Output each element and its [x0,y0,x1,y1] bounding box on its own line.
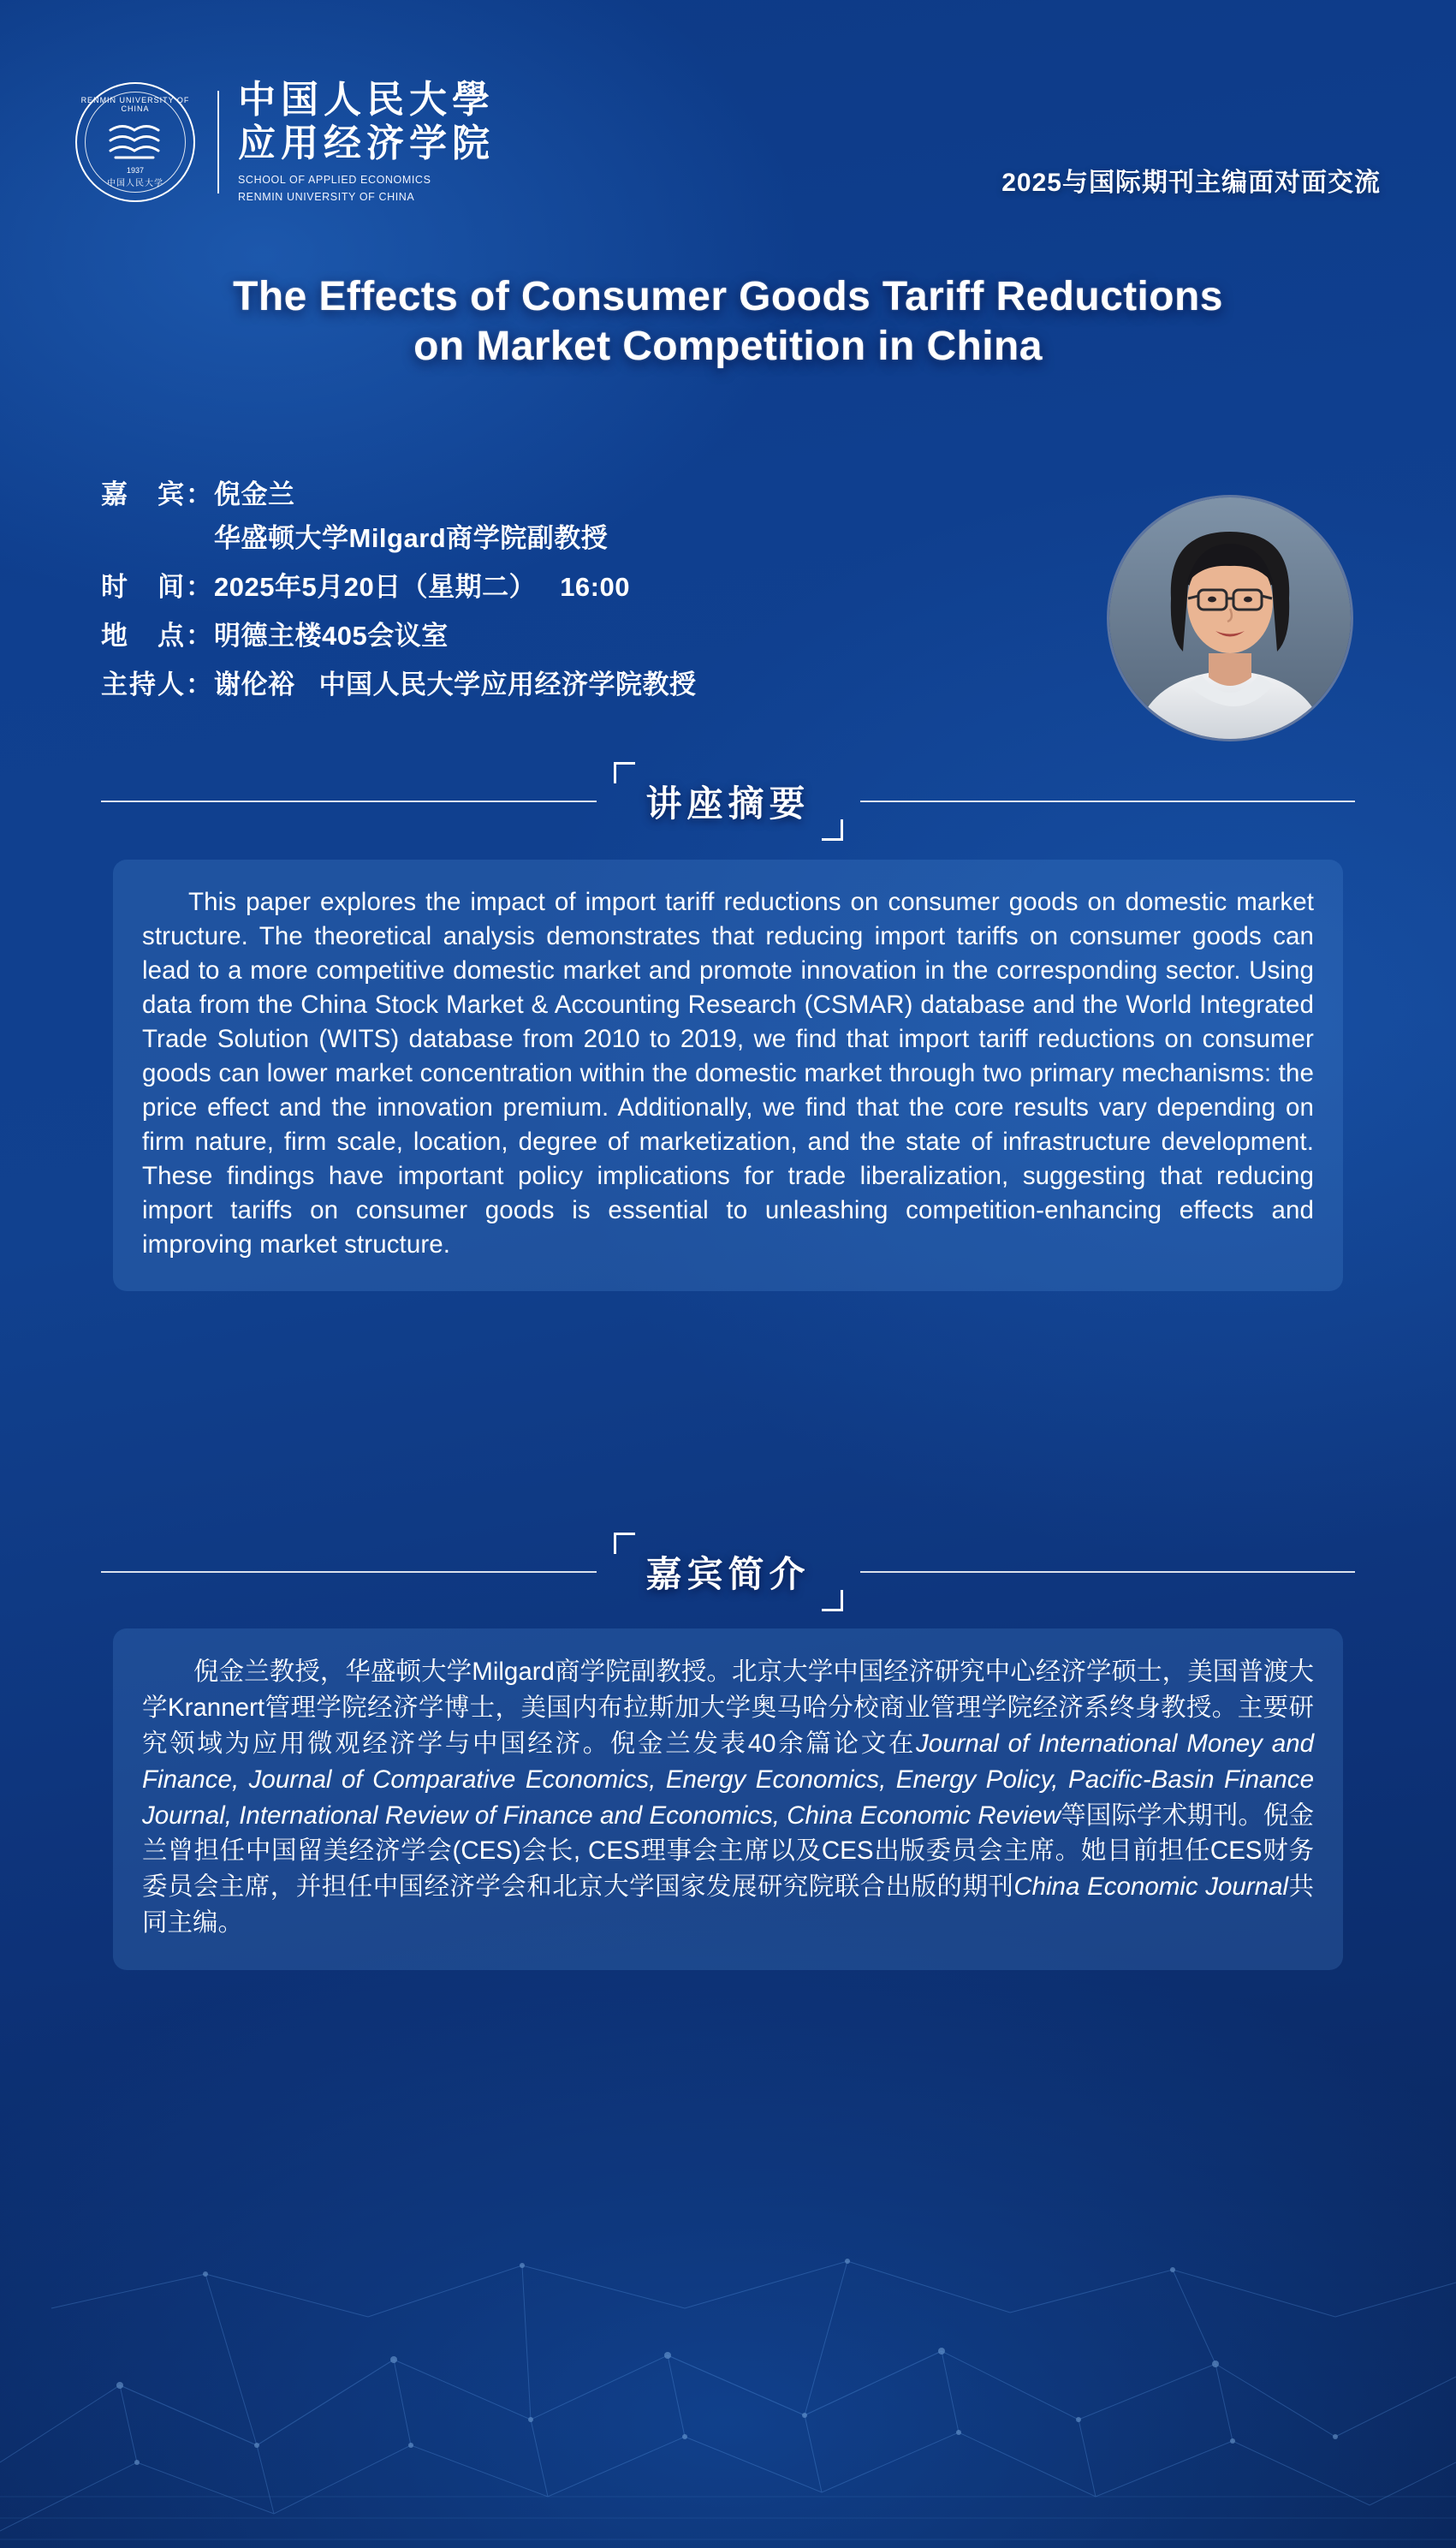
bio-heading-rule-left [101,1571,597,1573]
host-name: 谢伦裕 [214,670,295,700]
abstract-title: 讲座摘要 [645,783,811,824]
abstract-panel [113,860,1343,1291]
guest-affiliation: 华盛顿大学Milgard商学院副教授 [214,523,609,553]
org-name-cn-line2: 应用经济学院 [238,122,495,164]
guest-label: 嘉 宾： [101,479,214,509]
bio-journal-second: China Economic Journal [1013,1872,1289,1902]
page-title [51,272,1405,371]
bio-title-wrap [597,1546,860,1598]
corner-bracket-bottom-right [822,819,843,841]
org-name-en-line2: RENMIN UNIVERSITY OF CHINA [238,191,415,204]
bio-text [142,1654,1314,1941]
logo-wordmark [238,79,495,205]
place-label: 地 点： [101,621,214,651]
bio-panel [113,1628,1343,1970]
seal-top-text: RENMIN UNIVERSITY OF CHINA [80,95,190,113]
title-line-1: The Effects of Consumer Goods Tariff Reductions [233,274,1223,319]
time-row [101,574,697,600]
bio-heading-rule-right [860,1571,1356,1573]
time-value: 2025年5月20日（星期二） [214,572,537,602]
poster-header [75,79,1381,233]
series-label: 2025与国际期刊主编面对面交流 [1001,169,1381,197]
guest-row [101,481,697,508]
bio-corner-bracket-top-left [614,1533,635,1554]
bio-section-heading [101,1539,1355,1604]
logo-divider [217,91,219,193]
university-logo [75,79,495,205]
place-value: 明德主楼405会议室 [214,621,449,651]
speaker-portrait [1107,495,1353,741]
bio-part-2: 等国际学术期刊。倪金兰曾担任中国留美经济学会(CES)会长, CES理事会主席以及CES出版委员会主席。她目前担任CES财务委员会主席，并担任中国经济学会和北京大学国家发展研究院联合出版的期刊 [142,1801,1314,1902]
seal-year: 1937 [126,165,145,175]
event-details [101,481,697,720]
bio-corner-bracket-bottom-right [822,1590,843,1611]
host-label: 主持人： [101,670,214,700]
corner-bracket-top-left [614,762,635,783]
abstract-section-heading [101,769,1355,834]
network-decoration [0,2017,1456,2548]
seal-bottom-text: 中国人民大学 [107,178,163,188]
host-row [101,671,697,698]
bio-part-1: 倪金兰教授，华盛顿大学Milgard商学院副教授。北京大学中国经济研究中心经济学硕士，美国普渡大学Krannert管理学院经济学博士，美国内布拉斯加大学奥马哈分校商业管理学院经济系终身教授。主要研究领域为应用微观经济学与中国经济。倪金兰发表40余篇论文在 [142,1658,1314,1758]
portrait-illustration [1109,497,1351,739]
bio-title: 嘉宾简介 [645,1554,811,1594]
place-row [101,622,697,649]
heading-rule-right [860,801,1356,802]
abstract-title-wrap [597,776,860,827]
bio-journal-list: Journal of International Money and Finance, Journal of Comparative Economics, Energy Economics, Energy Policy, Pacific-Basin Finance Journal, International Review of Finance and Economics, China Economic Review [142,1729,1314,1830]
host-affiliation: 中国人民大学应用经济学院教授 [318,670,697,700]
heading-rule-left [101,801,597,802]
university-seal-icon [75,82,195,202]
time-clock: 16:00 [560,572,630,602]
guest-name: 倪金兰 [214,479,295,509]
title-line-2: on Market Competition in China [413,323,1043,369]
abstract-text: This paper explores the impact of import tariff reductions on consumer goods on domestic market structure. The theoretical analysis demonstrates that reducing import tariffs on consumer goods can lead to a more competitive domestic market and promote innovation in the corresponding sector. Using data from the China Stock Market & Accounting Research (CSMAR) database and the World Integrated Trade Solution (WITS) database from 2010 to 2019, we find that import tariff reductions on consumer goods can lower market concentration within the domestic market through two primary mechanisms: the price effect and the innovation premium. Additionally, we find that the core results vary depending on firm nature, firm scale, location, degree of marketization, and the state of infrastructure development. These findings have important policy implications for trade liberalization, suggesting that reducing import tariffs on consumer goods is essential to unleashing competition-enhancing effects and improving market structure. [142,888,1314,1259]
org-name-cn-line1: 中国人民大學 [238,79,495,121]
bio-part-3: 共同主编。 [142,1872,1314,1938]
seal-emblem-icon [104,120,167,164]
time-label: 时 间： [101,572,214,602]
org-name-en-line1: SCHOOL OF APPLIED ECONOMICS [238,174,431,187]
